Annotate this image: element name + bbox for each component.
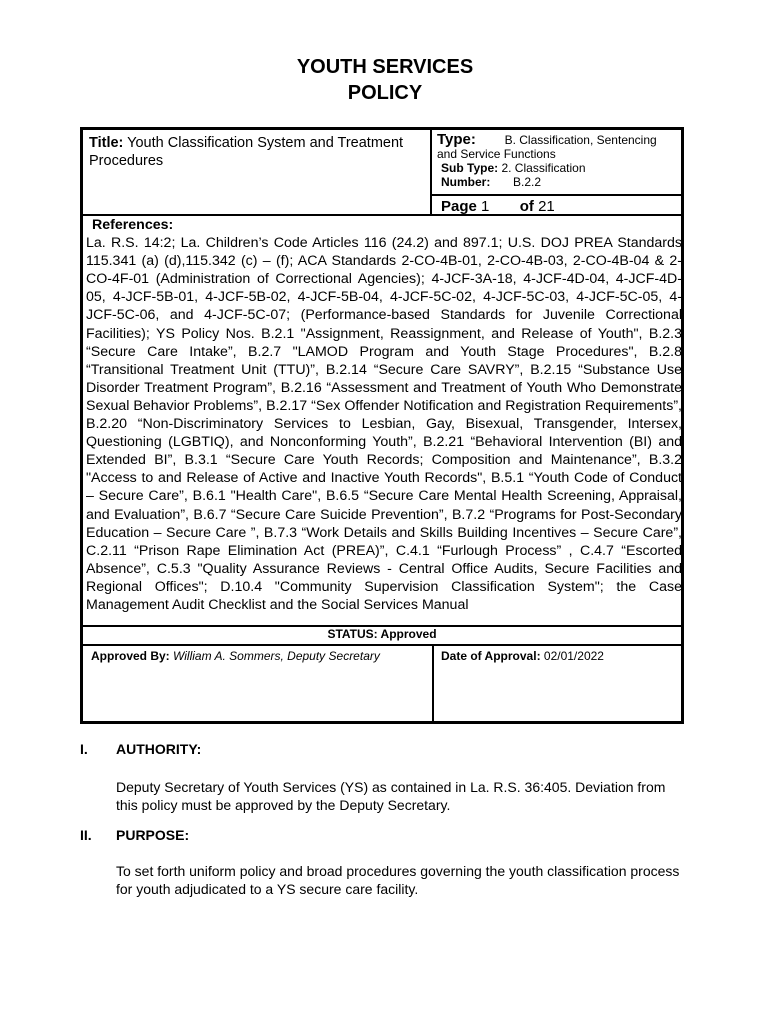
of-label: of <box>519 198 534 215</box>
section-number: II. <box>80 827 92 843</box>
page-cell <box>441 198 681 215</box>
table-divider <box>432 644 434 721</box>
table-divider <box>432 194 681 196</box>
title-cell <box>89 134 429 170</box>
references-label: References: <box>92 217 174 233</box>
document-title <box>0 54 770 106</box>
references-text: La. R.S. 14:2; La. Children’s Code Articles 116 (24.2) and 897.1; U.S. DOJ PREA Standards 115.341 (a) (d),115.342 (c) – (f); ACA Standards 2-CO-4B-01, 2-CO-4B-03, 2-CO-4B-04 & 2-CO-4F-01 (Administration of Correctional Agencies); 4-JCF-3A-18, 4-JCF-4D-04, 4-JCF-4D-05, 4-JCF-5B-01, 4-JCF-5B-02, 4-JCF-5B-04, 4-JCF-5C-02, 4-JCF-5C-03, 4-JCF-5C-05, 4-JCF-5C-06, and 4-JCF-5C-07; (Performance-based Standards for Juvenile Correctional Facilities); YS Policy Nos. B.2.1 "Assignment, Reassignment, and Release of Youth", B.2.3 “Secure Care Intake”, B.2.7 "LAMOD Program and Youth Stage Procedures", B.2.8 “Transitional Treatment Unit (TTU)”, B.2.14 “Secure Care SAVRY”, B.2.15 “Substance Use Disorder Treatment Program”, B.2.16 “Assessment and Treatment of Youth Who Demonstrate Sexual Behavior Problems”, B.2.17 “Sex Offender Notification and Registration Requirements”, B.2.20 “Non-Discriminatory Services to Lesbian, Gay, Bisexual, Transgender, Intersex, Questioning (LGBTIQ), and Nonconforming Youth”, B.2.21 “Behavioral Intervention (BI) and Extended BI”, B.3.1 “Secure Care Youth Records; Composition and Maintenance”, B.3.2 "Access to and Release of Active and Inactive Youth Records", B.5.1 “Youth Code of Conduct – Secure Care”, B.6.1 "Health Care", B.6.5 “Secure Care Mental Health Screening, Appraisal, and Evaluation”, B.6.7 “Secure Care Suicide Prevention”, B.7.2 “Programs for Post-Secondary Education – Secure Care ”, B.7.3 “Work Details and Skills Building Incentives – Secure Care”, C.2.11 “Prison Rape Elimination Act (PREA)”, C.4.1 “Furlough Process” , C.4.7 “Escorted Absence”, C.5.3 "Quality Assurance Reviews - Central Office Audits, Secure Facilities and Regional Offices"; D.10.4 "Community Supervision Classification System"; the Case Management Audit Checklist and the Social Services Manual <box>86 235 682 613</box>
status-value: Approved <box>380 627 437 641</box>
document-title-line1: YOUTH SERVICES <box>296 56 474 78</box>
section-body: To set forth uniform policy and broad procedures governing the youth classification process for youth adjudicated to a YS secure care facility. <box>116 863 680 897</box>
table-divider <box>430 130 432 214</box>
date-of-approval-label: Date of Approval: <box>441 649 541 663</box>
number-label: Number: <box>441 175 491 189</box>
document-title-line2: POLICY <box>347 82 423 104</box>
section-number: I. <box>80 741 88 757</box>
status-cell <box>83 627 681 641</box>
section-heading: AUTHORITY: <box>116 741 202 757</box>
date-of-approval-cell <box>441 649 681 663</box>
table-divider <box>83 644 681 646</box>
page-value: 1 <box>481 198 490 215</box>
approved-by-label: Approved By: <box>91 649 170 663</box>
subtype-label: Sub Type: <box>441 161 499 175</box>
section-body: Deputy Secretary of Youth Services (YS) as contained in La. R.S. 36:405. Deviation from this policy must be approved by the Deputy Secretary. <box>116 779 666 813</box>
references-cell <box>86 216 682 614</box>
type-cell <box>437 133 682 189</box>
section-heading: PURPOSE: <box>116 827 190 843</box>
approved-by-cell <box>91 649 431 663</box>
approved-by-value: William A. Sommers, Deputy Secretary <box>173 649 380 663</box>
type-value-cont: and Service Functions <box>437 147 556 161</box>
page-label: Page <box>441 198 477 215</box>
subtype-value: 2. Classification <box>501 161 586 175</box>
number-value: B.2.2 <box>513 175 542 189</box>
section-authority <box>80 740 700 820</box>
date-of-approval-value: 02/01/2022 <box>543 649 604 663</box>
policy-info-table <box>80 127 684 724</box>
title-label: Title: <box>89 135 124 151</box>
of-value: 21 <box>538 198 555 215</box>
type-label: Type: <box>437 131 476 148</box>
section-purpose <box>80 826 700 906</box>
type-value: B. Classification, Sentencing <box>504 133 657 147</box>
title-value: Youth Classification System and Treatment Procedures <box>89 135 404 169</box>
status-label: STATUS: <box>327 627 378 641</box>
